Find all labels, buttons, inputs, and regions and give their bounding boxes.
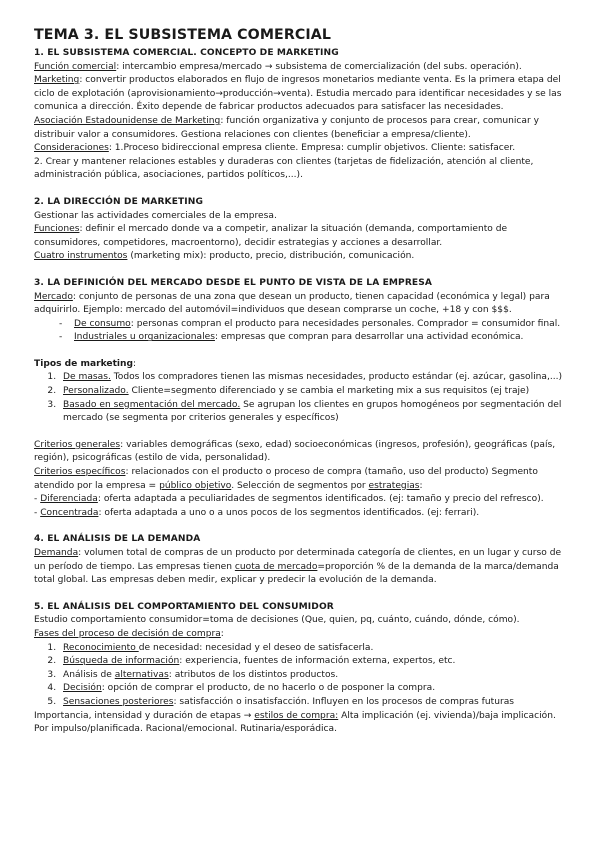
- marketing-paragraph: [34, 74, 570, 115]
- list-item: [59, 371, 570, 385]
- diferenciada-paragraph: [34, 493, 570, 507]
- section-4: [34, 533, 570, 587]
- fase-text: : atributos de los distintos productos.: [168, 669, 339, 680]
- section-2: [34, 196, 570, 264]
- fase-term: Sensaciones posteriores: [63, 696, 174, 707]
- spacer: [34, 588, 570, 601]
- funcion-comercial-paragraph: [34, 61, 570, 75]
- criterios-generales-term: Criterios generales: [34, 439, 121, 450]
- fase-text: de necesidad: necesidad y el deseo de satisfacerla.: [138, 642, 374, 653]
- fase-text: : experiencia, fuentes de información externa, expertos, etc.: [179, 656, 456, 667]
- fase-term: Reconocimiento: [63, 642, 139, 653]
- estilos-text: Importancia, intensidad y duración de etapas →: [34, 710, 255, 721]
- diferenciada-text: : oferta adaptada a peculiaridades de segmentos identificados. (ej: tamaño y precio del refresco).: [97, 494, 544, 505]
- instrumentos-paragraph: [34, 250, 570, 264]
- fase-text: : satisfacción o insatisfacción. Influyen en los procesos de compras futuras: [173, 696, 515, 707]
- tipo-text: Se agrupan los clientes en grupos homogéneos por segmentación del mercado (se segmenta por criterios generales y específicos): [63, 399, 562, 424]
- list-item: [59, 682, 570, 696]
- criterios-especificos-term: Criterios específicos: [34, 467, 126, 478]
- asociacion-paragraph: [34, 115, 570, 142]
- criterios-especificos-text: : relacionados con el producto o proceso de compra (tamaño, uso del producto) Segmento atendido por la empresa =: [34, 467, 538, 491]
- fases-colon: :: [220, 628, 224, 639]
- demanda-paragraph: [34, 547, 570, 588]
- tipo-text: Todos los compradores tienen las mismas necesidades, producto estándar (ej. azúcar, gasolina,...): [110, 372, 563, 383]
- list-item: [59, 318, 570, 332]
- list-item: [59, 399, 570, 426]
- list-item: [59, 696, 570, 710]
- section-4-heading: 4. EL ANÁLISIS DE LA DEMANDA: [34, 534, 201, 545]
- publico-objetivo-term: público objetivo: [159, 480, 232, 491]
- tipos-list: [34, 371, 570, 425]
- spacer: [34, 345, 570, 358]
- fase-text: : opción de comprar el producto, de no hacerlo o de posponer la compra.: [101, 683, 436, 694]
- criterios-especificos-text-2: . Selección de segmentos por: [231, 480, 369, 491]
- section-3-heading: 3. LA DEFINICIÓN DEL MERCADO DESDE EL PUNTO DE VISTA DE LA EMPRESA: [34, 277, 433, 288]
- document-title: TEMA 3. EL SUBSISTEMA COMERCIAL: [34, 27, 331, 43]
- mercado-type-text: : empresas que compran para desarrollar una actividad económica.: [214, 332, 524, 343]
- diferenciada-term: Diferenciada: [40, 494, 98, 505]
- fase-term: Decisión: [63, 683, 102, 694]
- mercado-type-text: : personas compran el producto para necesidades personales. Comprador = consumidor final.: [130, 318, 561, 329]
- section-2-heading: 2. LA DIRECCIÓN DE MARKETING: [34, 196, 204, 207]
- funciones-paragraph: [34, 223, 570, 250]
- instrumentos-text: (marketing mix): producto, precio, distribución, comunicación.: [127, 251, 415, 262]
- tipo-term: Personalizado.: [63, 386, 129, 397]
- mercado-types-list: [34, 318, 570, 345]
- criterios-especificos-text-3: :: [419, 480, 423, 491]
- section-3: [34, 277, 570, 521]
- section-1: [34, 47, 570, 183]
- fases-term: Fases del proceso de decisión de compra: [34, 628, 221, 639]
- funciones-term: Funciones: [34, 224, 80, 235]
- demanda-text: : volumen total de compras de un producto por determinada categoría de clientes, en un lugar y curso de un período de tiempo. Las empresas tienen: [34, 548, 562, 572]
- list-item: [59, 331, 570, 345]
- list-item: [59, 669, 570, 683]
- fase-prefix: Análisis de: [63, 669, 115, 680]
- estilos-compra-paragraph: [34, 710, 570, 737]
- fases-list: [34, 642, 570, 710]
- criterios-generales-text: : variables demográficas (sexo, edad) socioeconómicas (ingresos, profesión), geográficas (país, región), psicográficas (estilo de vida, personalidad).: [34, 439, 556, 464]
- spacer: [34, 264, 570, 277]
- funciones-text: : definir el mercado donde va a competir, analizar la situación (demanda, comportamiento de consumidores, competidores, macroentorno), decidir estrategias y acciones a desarrollar.: [34, 224, 508, 248]
- list-item: [59, 385, 570, 399]
- spacer: [34, 426, 570, 439]
- asociacion-term: Asociación Estadounidense de Marketing: [34, 115, 221, 126]
- asociacion-text: : función organizativa y conjunto de procesos para crear, comunicar y distribuir valor a consumidores. Gestiona relaciones con clientes (beneficiar a empresa/cliente).: [34, 115, 539, 140]
- instrumentos-term: Cuatro instrumentos: [34, 251, 128, 262]
- dash-prefix: -: [34, 494, 41, 505]
- direccion-intro: Gestionar las actividades comerciales de la empresa.: [34, 210, 277, 221]
- estilos-compra-term: estilos de compra:: [254, 710, 339, 721]
- marketing-term: Marketing: [34, 75, 80, 86]
- concentrada-text: : oferta adaptada a uno o a unos pocos de los segmentos identificados. (ej: ferrari).: [98, 507, 480, 518]
- mercado-paragraph: [34, 291, 570, 318]
- consumidor-intro: Estudio comportamiento consumidor=toma de decisiones (Que, quien, pq, cuánto, cuándo, dónde, cómo).: [34, 615, 520, 626]
- tipo-term: Basado en segmentación del mercado.: [63, 399, 241, 410]
- mercado-type-term: De consumo: [74, 318, 131, 329]
- criterios-generales-paragraph: [34, 439, 570, 466]
- estrategias-term: estrategias: [368, 480, 420, 491]
- mercado-type-term: Industriales u organizacionales: [74, 332, 215, 343]
- section-1-heading: 1. EL SUBSISTEMA COMERCIAL. CONCEPTO DE MARKETING: [34, 48, 339, 58]
- cuota-mercado-term: cuota de mercado: [234, 561, 318, 572]
- consideraciones-term: Consideraciones: [34, 143, 109, 154]
- fases-heading-line: [34, 628, 570, 642]
- concentrada-term: Concentrada: [40, 507, 99, 518]
- section-5: [34, 601, 570, 737]
- demanda-term: Demanda: [34, 548, 79, 558]
- dash-prefix: -: [34, 507, 41, 518]
- tipo-term: De masas.: [63, 372, 111, 383]
- tipo-text: Cliente=segmento diferenciado y se cambia el marketing mix a sus requisitos (ej traje): [128, 386, 530, 397]
- consideraciones-paragraph: [34, 142, 570, 156]
- fase-term: alternativas: [114, 669, 169, 680]
- list-item: [59, 642, 570, 656]
- spacer: [34, 520, 570, 533]
- list-item: [59, 655, 570, 669]
- estilos-text-2: Alta implicación (ej. vivienda)/baja implicación. Por impulso/planificada. Racional/emocional. Rutinaria/esporádica.: [34, 710, 556, 735]
- demanda-text-2: =proporción % de la demanda de la marca/demanda total global. Las empresas deben medir, explicar y predecir la evolución de la demanda.: [34, 561, 559, 586]
- consideraciones-text: : 1.Proceso bidireccional empresa cliente. Empresa: cumplir objetivos. Cliente: satisfacer.: [108, 143, 516, 154]
- section-5-heading: 5. EL ANÁLISIS DEL COMPORTAMIENTO DEL CONSUMIDOR: [34, 601, 334, 612]
- criterios-especificos-paragraph: [34, 466, 570, 493]
- marketing-text: : convertir productos elaborados en flujo de ingresos monetarios mediante venta. Es la primera etapa del ciclo de explotación (aprovisionamiento→producción→venta). Estudia mercado para identificar necesidades y se las comunica a dirección. Éxito depende de fabricar productos adecuados para satisfacer las necesidades.: [34, 75, 562, 113]
- tipos-heading: Tipos de marketing: [34, 358, 134, 369]
- mercado-text: : conjunto de personas de una zona que desean un producto, tienen capacidad (económica y legal) para adquirirlo. Ejemplo: mercado del automóvil=individuos que desean comprarse un coche, +18 y con $$$.: [34, 291, 550, 316]
- mercado-term: Mercado: [34, 291, 73, 302]
- consideraciones-2-paragraph: 2. Crear y mantener relaciones estables y duraderas con clientes (tarjetas de fidelización, atención al cliente, administración pública, asociaciones, partidos políticos,...).: [34, 156, 534, 181]
- fase-term: Búsqueda de información: [63, 656, 180, 667]
- funcion-comercial-text: : intercambio empresa/mercado → subsistema de comercialización (del subs. operación).: [116, 61, 522, 72]
- funcion-comercial-term: Función comercial: [34, 61, 117, 72]
- spacer: [34, 183, 570, 196]
- tipos-heading-line: [34, 358, 570, 372]
- concentrada-paragraph: [34, 507, 570, 521]
- tipos-colon: :: [133, 358, 137, 369]
